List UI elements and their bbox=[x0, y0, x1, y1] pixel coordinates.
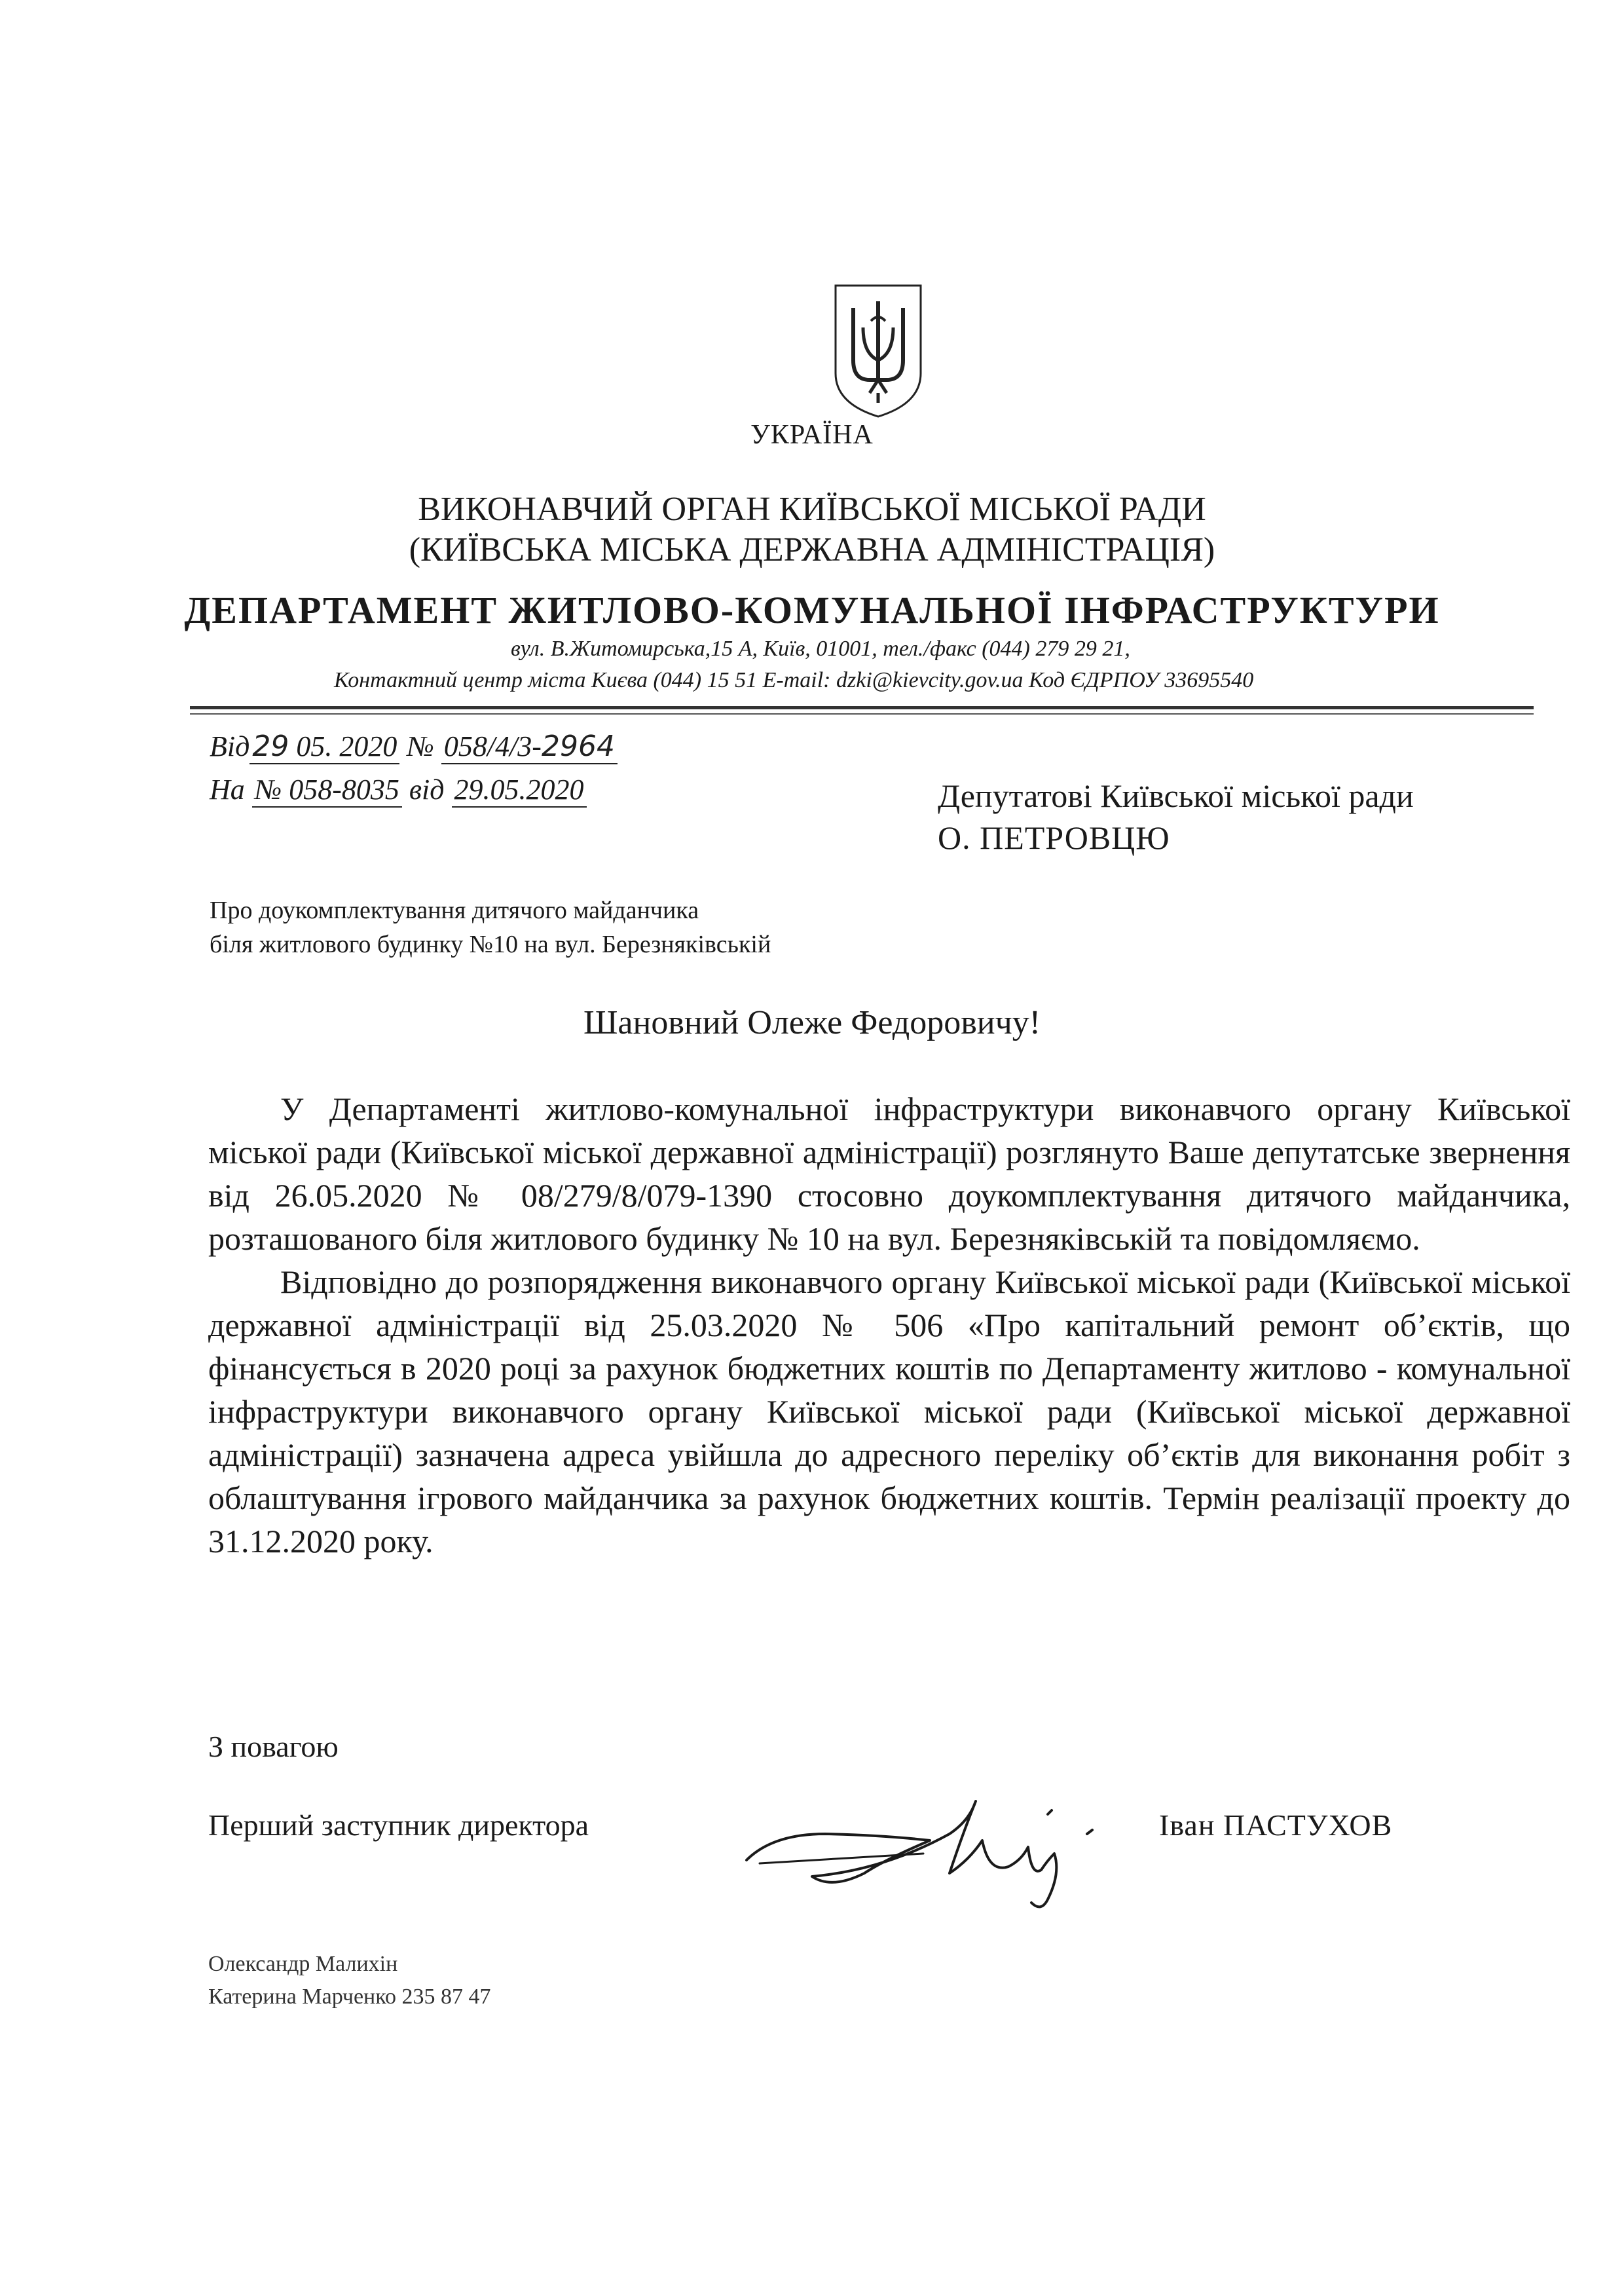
outgoing-day-handwritten: 29 bbox=[252, 730, 289, 763]
department-name: ДЕПАРТАМЕНТ ЖИТЛОВО-КОМУНАЛЬНОЇ ІНФРАСТРУКТУРИ bbox=[184, 589, 1440, 631]
closing-regards: З повагою bbox=[208, 1730, 339, 1763]
addressee-title: Депутатові Київської міської ради bbox=[938, 777, 1414, 814]
outgoing-registration bbox=[210, 730, 618, 764]
org-name-line2: (КИЇВСЬКА МІСЬКА ДЕРЖАВНА АДМІНІСТРАЦІЯ) bbox=[409, 531, 1215, 569]
salutation: Шановний Олеже Федоровичу! bbox=[583, 1004, 1041, 1041]
incoming-registration bbox=[210, 773, 587, 808]
address-line2: Контактний центр міста Києва (044) 15 51 E-mail: dzki@kievcity.gov.ua Код ЄДРПОУ 33695540 bbox=[334, 668, 1254, 692]
addressee-name: О. ПЕТРОВЦЮ bbox=[938, 819, 1170, 856]
coat-of-arms-icon bbox=[830, 282, 926, 420]
date-label: від bbox=[409, 774, 445, 806]
executor-line2: Катерина Марченко 235 87 47 bbox=[208, 1985, 491, 2009]
signature-icon bbox=[733, 1762, 1126, 1926]
org-name-line1: ВИКОНАВЧИЙ ОРГАН КИЇВСЬКОЇ МІСЬКОЇ РАДИ bbox=[418, 491, 1206, 528]
subject-line2: біля житлового будинку №10 на вул. Березняківській bbox=[210, 931, 771, 958]
outgoing-number-prefix: 058/4/3- bbox=[443, 730, 542, 762]
outgoing-date bbox=[249, 730, 399, 764]
body-paragraph-2: Відповідно до розпорядження виконавчого органу Київської міської ради (Київської міської державної адміністрації від 25.03.2020 № 506 «Про капітальний ремонт об’єктів, що фінансується в 2020 році за рахунок бюджетних коштів по Департаменту житлово - комунальної інфраструктури виконавчого органу Київської міської ради (Київської міської державної адміністрації) зазначена адреса увійшла до адресного переліку об’єктів для виконання робіт з облаштування ігрового майданчика за рахунок бюджетних коштів. Термін реалізації проекту до 31.12.2020 року. bbox=[208, 1263, 1570, 1559]
number-label: № bbox=[407, 730, 434, 762]
country-name: УКРАЇНА bbox=[750, 420, 874, 450]
body-paragraph-1: У Департаменті житлово-комунальної інфраструктури виконавчого органу Київської міської ради (Київської міської державної адміністрації) розглянуто Ваше депутатське звернення від 26.05.2020 № 08/279/8/079-1390 стосовно доукомплектування дитячого майданчика, розташованого біля житлового будинку № 10 на вул. Березняківській та повідомляємо. bbox=[208, 1091, 1570, 1257]
letter-body bbox=[208, 1087, 1570, 1563]
outgoing-number bbox=[441, 730, 618, 764]
signer-name: Іван ПАСТУХОВ bbox=[1159, 1808, 1393, 1842]
address-line1: вул. В.Житомирська,15 А, Київ, 01001, тел./факс (044) 279 29 21, bbox=[511, 637, 1130, 661]
header-rule-thin bbox=[190, 713, 1534, 715]
incoming-date: 29.05.2020 bbox=[452, 773, 587, 808]
from-label: Від bbox=[210, 730, 250, 762]
incoming-number: № 058-8035 bbox=[252, 773, 402, 808]
outgoing-number-handwritten: 2964 bbox=[541, 730, 615, 763]
signer-position: Перший заступник директора bbox=[208, 1808, 589, 1842]
on-label: На bbox=[210, 774, 245, 806]
header-rule-thick bbox=[190, 706, 1534, 709]
outgoing-month-year: 05. 2020 bbox=[289, 730, 397, 762]
executor-line1: Олександр Малихін bbox=[208, 1952, 398, 1976]
subject-line1: Про доукомплектування дитячого майданчика bbox=[210, 897, 699, 924]
